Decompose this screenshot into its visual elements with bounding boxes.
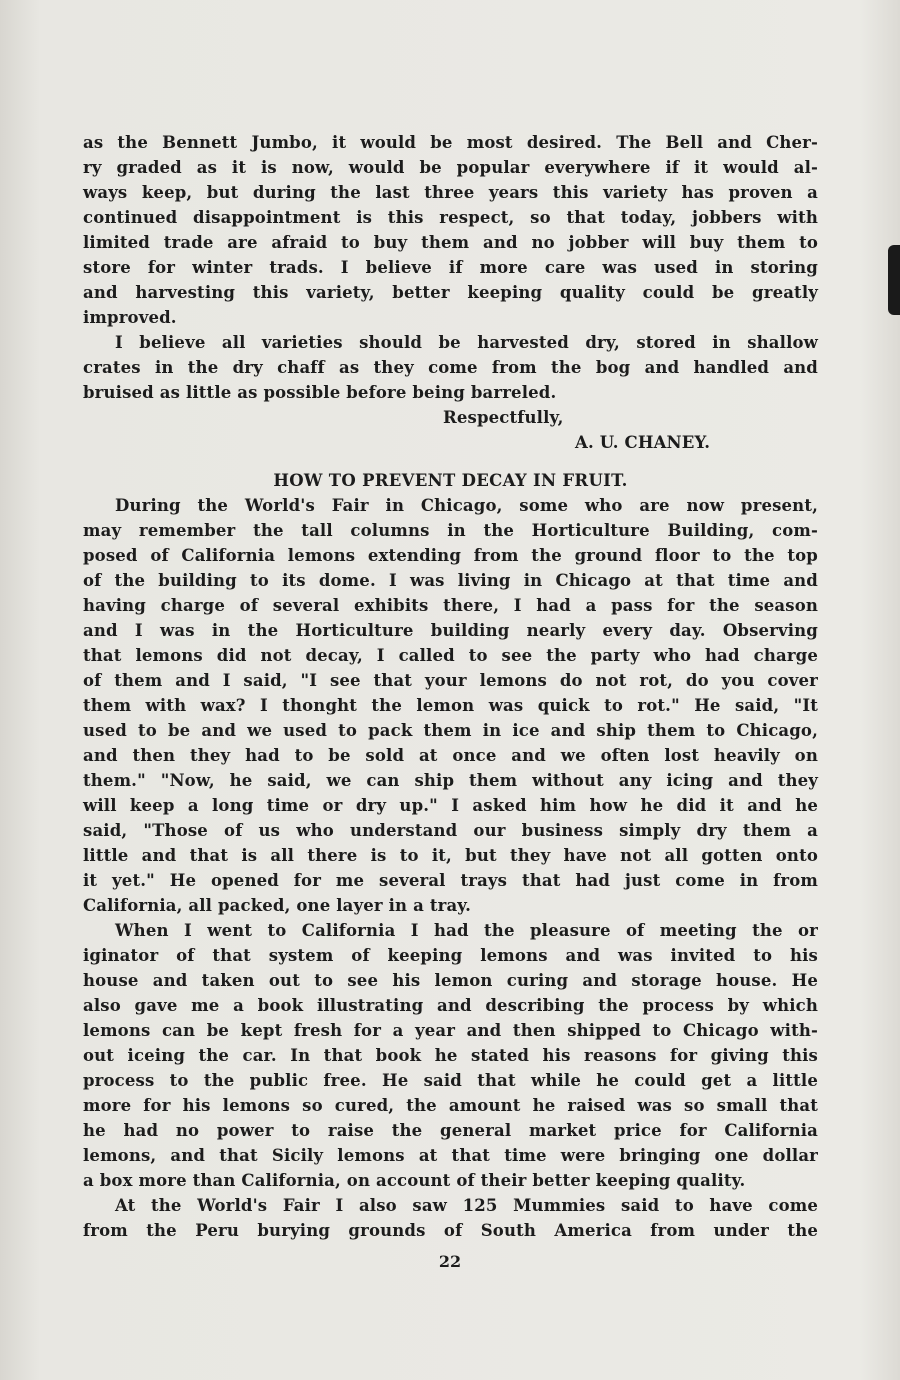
text-line: little and that is all there is to it, but they have not all gotten onto xyxy=(83,846,818,865)
text-line: crates in the dry chaff as they come from the bog and handled and xyxy=(83,358,818,377)
paragraph-intro xyxy=(83,130,818,330)
text-line: of the building to its dome. I was living in Chicago at that time and xyxy=(83,571,818,590)
text-line: ways keep, but during the last three years this variety has proven a xyxy=(83,183,818,202)
text-line: as the Bennett Jumbo, it would be most desired. The Bell and Cher- xyxy=(83,133,818,152)
text-line: and harvesting this variety, better keeping quality could be greatly xyxy=(83,283,818,302)
text-line: more for his lemons so cured, the amount he raised was so small that xyxy=(83,1096,818,1115)
text-line: them." "Now, he said, we can ship them without any icing and they xyxy=(83,771,818,790)
text-line: that lemons did not decay, I called to see the party who had charge xyxy=(83,646,818,665)
text-line: limited trade are afraid to buy them and no jobber will buy them to xyxy=(83,233,818,252)
text-line: them with wax? I thonght the lemon was quick to rot." He said, "It xyxy=(83,696,818,715)
body-text xyxy=(83,130,818,1243)
text-line: During the World's Fair in Chicago, some who are now present, xyxy=(115,496,818,515)
text-line: iginator of that system of keeping lemons and was invited to his xyxy=(83,946,818,965)
text-line: said, "Those of us who understand our business simply dry them a xyxy=(83,821,818,840)
text-line: he had no power to raise the general market price for California xyxy=(83,1121,818,1140)
text-line: of them and I said, "I see that your lemons do not rot, do you cover xyxy=(83,671,818,690)
text-line: and then they had to be sold at once and we often lost heavily on xyxy=(83,746,818,765)
paragraph-worlds-fair xyxy=(83,493,818,918)
text-line: from the Peru burying grounds of South America from under the xyxy=(83,1221,818,1240)
text-line: out iceing the car. In that book he stated his reasons for giving this xyxy=(83,1046,818,1065)
text-line: store for winter trads. I believe if more care was used in storing xyxy=(83,258,818,277)
text-line: lemons can be kept fresh for a year and then shipped to Chicago with- xyxy=(83,1021,818,1040)
paragraph-california xyxy=(83,918,818,1193)
text-line: and I was in the Horticulture building nearly every day. Observing xyxy=(83,621,818,640)
text-line: may remember the tall columns in the Horticulture Building, com- xyxy=(83,521,818,540)
page-edge-mark xyxy=(888,245,900,315)
text-line: also gave me a book illustrating and describing the process by which xyxy=(83,996,818,1015)
letter-signature: A. U. CHANEY. xyxy=(575,433,711,452)
text-line: process to the public free. He said that while he could get a little xyxy=(83,1071,818,1090)
text-line: will keep a long time or dry up." I asked him how he did it and he xyxy=(83,796,818,815)
text-line: a box more than California, on account of their better keeping quality. xyxy=(83,1171,746,1190)
text-line: improved. xyxy=(83,308,177,327)
text-line: California, all packed, one layer in a tray. xyxy=(83,896,472,915)
text-line: When I went to California I had the pleasure of meeting the or xyxy=(115,921,818,940)
paragraph-harvesting xyxy=(83,330,818,405)
text-line: continued disappointment is this respect, so that today, jobbers with xyxy=(83,208,818,227)
text-line: used to be and we used to pack them in ice and ship them to Chicago, xyxy=(83,721,818,740)
letter-closing: Respectfully, xyxy=(443,408,564,427)
text-line: bruised as little as possible before being barreled. xyxy=(83,383,557,402)
text-line: I believe all varieties should be harvested dry, stored in shallow xyxy=(115,333,818,352)
text-line: having charge of several exhibits there, I had a pass for the season xyxy=(83,596,818,615)
page-number: 22 xyxy=(438,1252,462,1271)
section-heading: HOW TO PREVENT DECAY IN FRUIT. xyxy=(273,471,628,490)
text-line: it yet." He opened for me several trays that had just come in from xyxy=(83,871,818,890)
paragraph-mummies xyxy=(83,1193,818,1243)
text-line: house and taken out to see his lemon curing and storage house. He xyxy=(83,971,818,990)
text-line: posed of California lemons extending from the ground floor to the top xyxy=(83,546,818,565)
text-line: lemons, and that Sicily lemons at that time were bringing one dollar xyxy=(83,1146,818,1165)
text-line: At the World's Fair I also saw 125 Mummies said to have come xyxy=(115,1196,818,1215)
text-line: ry graded as it is now, would be popular everywhere if it would al- xyxy=(83,158,818,177)
